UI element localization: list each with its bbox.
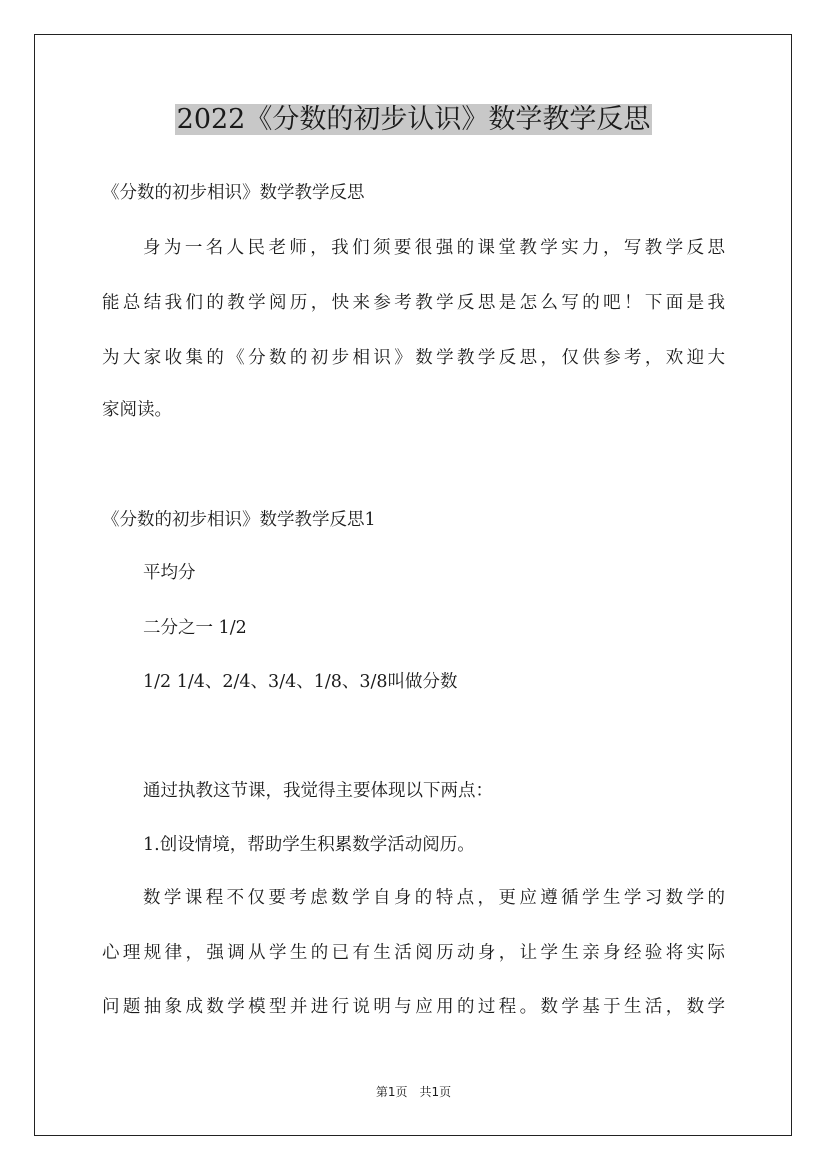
summary-line: 通过执教这节课，我觉得主要体现以下两点： xyxy=(143,781,493,801)
paragraph-line-3: 问题抽象成数学模型并进行说明与应用的过程。数学基于生活，数学 xyxy=(102,997,725,1017)
section-heading: 《分数的初步相识》数学教学反思1 xyxy=(102,510,376,530)
intro-line-2: 能总结我们的教学阅历，快来参考教学反思是怎么写的吧！下面是我 xyxy=(102,293,725,313)
paragraph-line-1: 数学课程不仅要考虑数学自身的特点，更应遵循学生学习数学的 xyxy=(143,888,725,908)
intro-line-4: 家阅读。 xyxy=(102,400,172,420)
intro-line-1: 身为一名人民老师，我们须要很强的课堂教学实力，写教学反思 xyxy=(143,238,725,258)
subtitle: 《分数的初步相识》数学教学反思 xyxy=(102,183,365,203)
document-title xyxy=(0,100,827,140)
list-item-2: 二分之一 1/2 xyxy=(143,618,247,638)
list-item-1: 平均分 xyxy=(143,563,196,583)
paragraph-line-2: 心理规律，强调从学生的已有生活阅历动身，让学生亲身经验将实际 xyxy=(102,943,725,963)
intro-line-3: 为大家收集的《分数的初步相识》数学教学反思，仅供参考，欢迎大 xyxy=(102,348,725,368)
page-number: 第1页 共1页 xyxy=(375,1085,452,1099)
list-item-3: 1/2 1/4、2/4、3/4、1/8、3/8叫做分数 xyxy=(143,672,458,692)
title-text: 2022《分数的初步认识》数学教学反思 xyxy=(176,104,651,135)
point-1: 1.创设情境，帮助学生积累数学活动阅历。 xyxy=(143,835,475,855)
